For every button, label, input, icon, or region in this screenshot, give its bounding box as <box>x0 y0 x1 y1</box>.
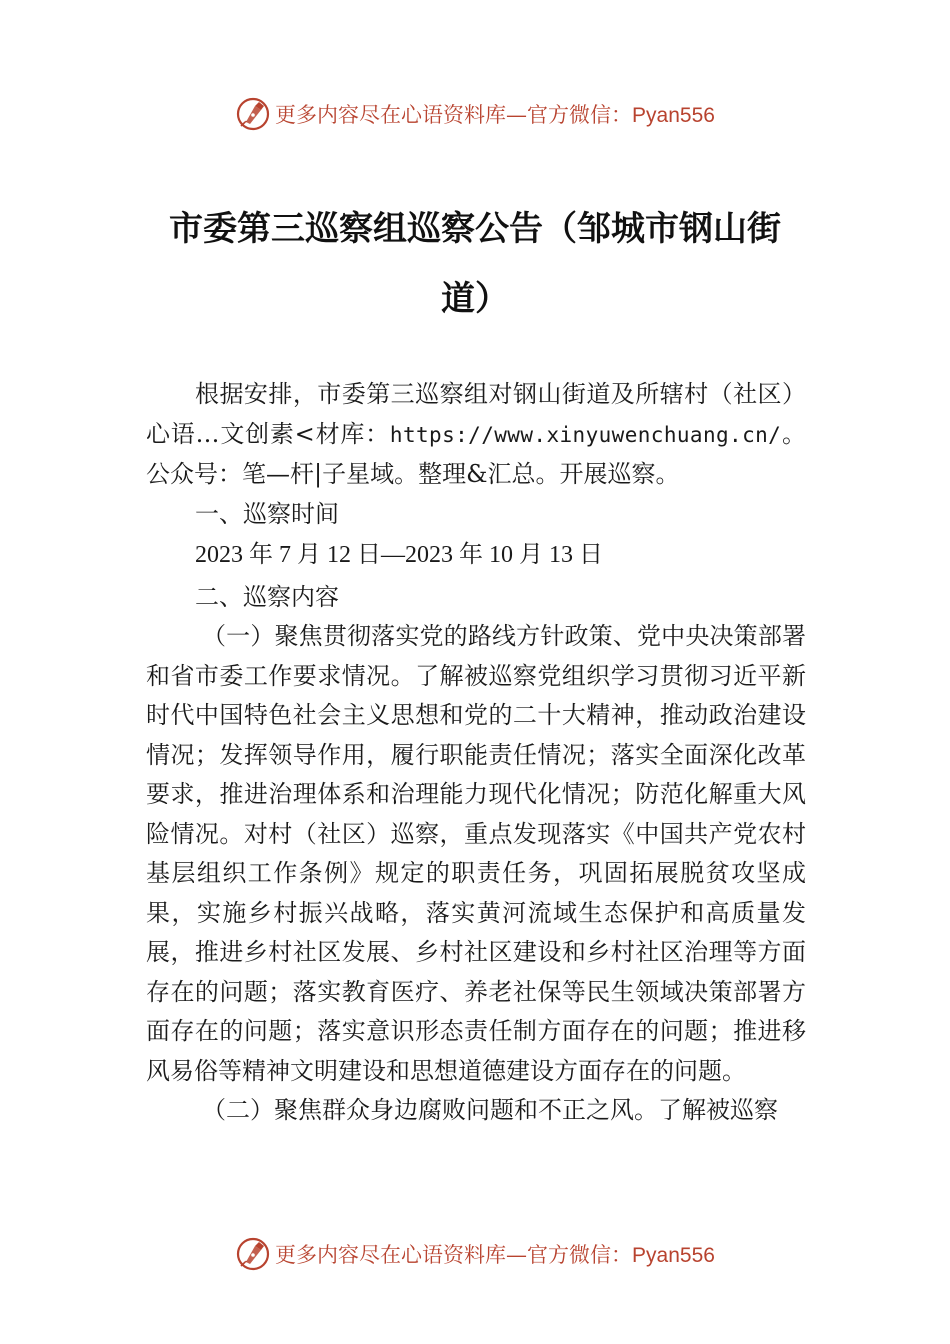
section-heading-time: 一、巡察时间 <box>195 499 339 528</box>
section-heading-content: 二、巡察内容 <box>195 582 339 611</box>
content-paragraph-2: （二）聚焦群众身边腐败问题和不正之风。了解被巡察 <box>202 1096 778 1124</box>
intro-paragraph <box>146 375 806 495</box>
pen-nib-logo <box>235 96 271 132</box>
inspection-dates: 2023 年 7 月 12 日—2023 年 10 月 13 日 <box>195 542 603 568</box>
content-paragraph-1: （一）聚焦贯彻落实党的路线方针政策、党中央决策部署和省市委工作要求情况。了解被巡察党组织学习贯彻习近平新时代中国特色社会主义思想和党的二十大精神，推动政治建设情况；发挥领导作用，履行职能责任情况；落实全面深化改革要求，推进治理体系和治理能力现代化情况；防范化解重大风险情况。对村（社区）巡察，重点发现落实《中国共产党农村基层组织工作条例》规定的职责任务，巩固拓展脱贫攻坚成果，实施乡村振兴战略，落实黄河流域生态保护和高质量发展，推进乡村社区发展、乡村社区建设和乡村社区治理等方面存在的问题；落实教育医疗、养老社保等民生领域决策部署方面存在的问题；落实意识形态责任制方面存在的问题；推进移风易俗等精神文明建设和思想道德建设方面存在的问题。 <box>146 622 806 1085</box>
watermark-banner-bottom <box>0 1232 950 1276</box>
pen-nib-logo <box>235 1236 271 1272</box>
title-line-1: 市委第三巡察组巡察公告（邹城市钢山街 <box>169 209 781 249</box>
document-title <box>0 194 950 334</box>
title-line-2: 道） <box>441 279 509 319</box>
document-body <box>146 375 806 1131</box>
source-url: https://www.xinyuwenchuang.cn/ <box>389 422 782 447</box>
banner-text: 更多内容尽在心语资料库—官方微信：Pyan556 <box>275 103 715 127</box>
intro-text-2: 。公众号：笔—杆|子星域。整理&汇总。开展巡察。 <box>146 419 806 488</box>
intro-text-1: 根据安排，市委第三巡察组对钢山街道及所辖村（社区） 心语…文创素<材库： <box>146 380 806 448</box>
banner-text: 更多内容尽在心语资料库—官方微信：Pyan556 <box>275 1243 715 1267</box>
watermark-banner-top <box>0 92 950 136</box>
